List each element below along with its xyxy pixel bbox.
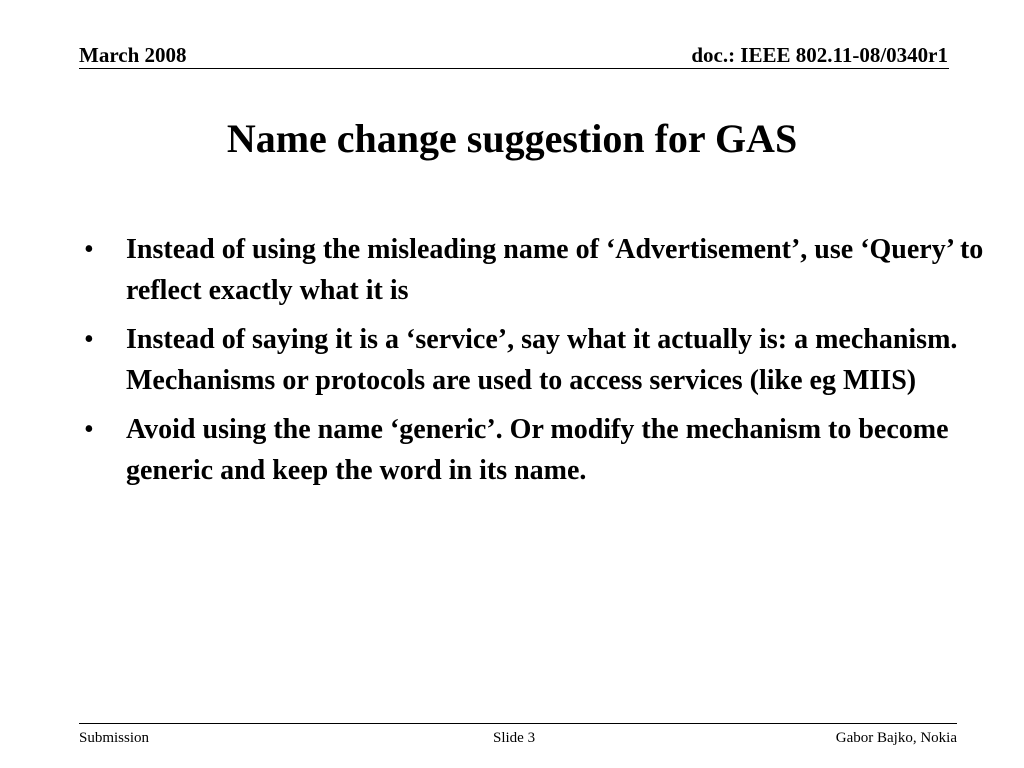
bullet-marker: • xyxy=(84,324,94,355)
footer-divider xyxy=(79,723,957,724)
header-doc-id: doc.: IEEE 802.11-08/0340r1 xyxy=(691,43,948,67)
bullet-marker: • xyxy=(84,234,94,265)
footer-slide-number: Slide 3 xyxy=(493,730,536,746)
bullet-item xyxy=(84,409,984,491)
header-divider xyxy=(79,68,949,69)
bullet-list xyxy=(84,229,984,499)
bullet-marker: • xyxy=(84,414,94,445)
bullet-text: Instead of saying it is a ‘service’, say what it actually is: a mechanism. Mechanisms or protocols are used to access services (like eg MIIS) xyxy=(126,324,958,396)
bullet-text: Avoid using the name ‘generic’. Or modify the mechanism to become generic and keep the word in its name. xyxy=(126,414,949,486)
bullet-text: Instead of using the misleading name of ‘Advertisement’, use ‘Query’ to reflect exactly what it is xyxy=(126,234,984,306)
footer-author: Gabor Bajko, Nokia xyxy=(835,730,957,746)
bullet-item xyxy=(84,319,984,401)
header-date: March 2008 xyxy=(79,43,187,67)
footer-submission: Submission xyxy=(79,730,150,746)
bullet-item xyxy=(84,229,984,311)
slide-title: Name change suggestion for GAS xyxy=(226,116,798,161)
